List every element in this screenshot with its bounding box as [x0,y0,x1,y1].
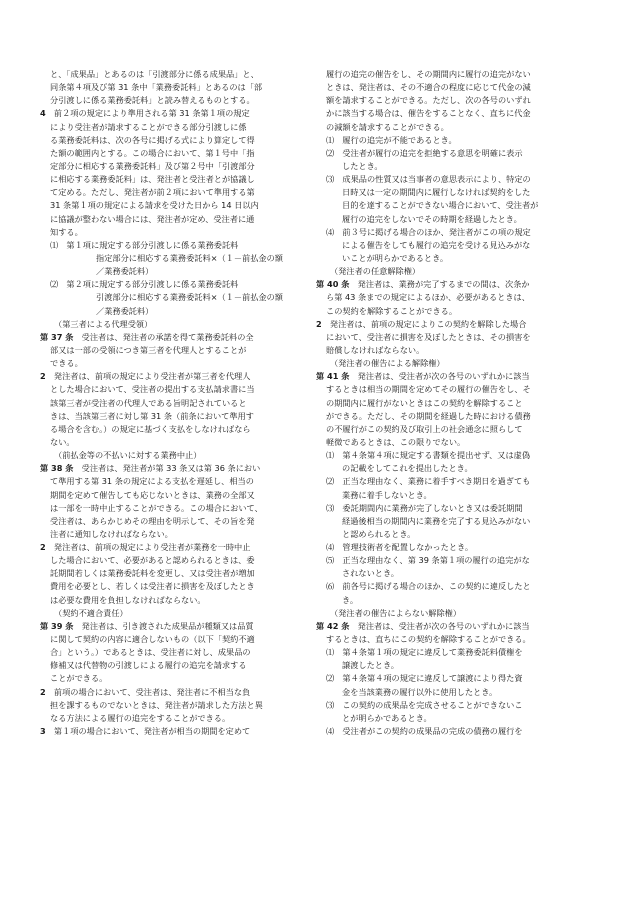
left-column-line: ことができる。 [50,673,108,684]
left-column-line: 合」という。）であるときは、受注者に対し、成果品の [50,647,251,658]
article-number: 2 [40,686,46,697]
right-column-line: ⑶ 委託期間内に業務が完了しないとき又は委託期間 [326,502,523,513]
left-column-line: 引渡部分に相応する業務委託料×（１－前払金の額 [96,292,283,303]
right-column-line: 日時又は一定の期間内に履行しなければ契約をした [342,187,531,198]
right-column-line: ができる。ただし、その期間を経過した時における債務 [326,410,531,421]
right-column-line: 履行の追完の催告をし、その期間内に履行の追完がない [326,69,531,79]
left-column-line: できる。 [50,358,83,369]
left-column-line: て準用する第 31 条の規定による支払を遅延し、相当の [50,476,254,487]
right-column-line: の不履行がこの契約及び取引上の社会通念に照らして [326,423,523,434]
right-column-line: 業務に着手しないとき。 [342,489,432,500]
left-column-line: に相応する業務委託料」は、発注者と受注者とが協議し [50,174,255,185]
right-column-line: ときは、発注者は、その不適合の程度に応じて代金の減 [326,82,531,93]
right-column-line: （発注者の任意解除権） [330,266,421,277]
left-column-line: 期間を定めて催告しても応じないときは、業務の全部又 [50,489,255,500]
left-column-line: 2 発注者は、前項の規定により受注者が第三者を代理人 [40,371,251,382]
left-column-line: 部又は一部の受領につき第三者を代理人とすることが [50,344,247,355]
left-column-line: 第 38 条 受注者は、発注者が第 33 条又は第 36 条におい [40,463,261,474]
left-column-line: （契約不適合責任） [54,607,128,618]
right-column-line: するときは相当の期間を定めてその履行の催告をし、そ [326,384,531,395]
left-column-line: ⑴ 第１項に規定する部分引渡しに係る業務委託料 [50,239,239,250]
left-column-line: 4 前２項の規定により準用される第 31 条第１項の規定 [40,108,250,119]
right-column-line: 賠償しなければならない。 [326,344,425,355]
left-column-line: 第 39 条 発注者は、引き渡された成果品が種類又は品質 [40,620,254,631]
left-column-line: 2 前項の場合において、受注者は、発注者に不相当な負 [40,686,251,697]
right-column-line: 経過後相当の期間内に業務を完了する見込みがない [342,515,531,526]
right-column-line: するときは、直ちにこの契約を解除することができる。 [326,634,531,645]
right-column-line: ⑷ 受注者がこの契約の成果品の完成の債務の履行を [326,726,523,737]
right-column-line: ⑸ 正当な理由なく、第 39 条第１項の履行の追完がな [326,555,530,566]
left-column-line: 31 条第１項の規定による請求を受けた日から 14 日以内 [50,200,259,211]
right-column-line: の減額を請求することができる。 [326,121,449,132]
right-column-line: （発注者の催告によらない解除権） [330,607,462,618]
article-number: 2 [316,318,322,329]
left-column-line: ない。 [50,436,75,447]
right-column-line: いことが明らかであるとき。 [342,252,449,263]
right-column-line: ⑵ 正当な理由なく、業務に着手すべき期日を過ぎても [326,476,531,487]
right-column [316,68,592,738]
left-column-line: 3 第１項の場合において、発注者が相当の期間を定めて [40,726,251,737]
left-column-line: 指定部分に相応する業務委託料×（１－前払金の額 [96,252,283,263]
right-column-line: （発注者の催告による解除権） [330,358,445,369]
right-column-line: 額を請求することができる。ただし、次の各号のいずれ [326,95,531,106]
left-column-line: る場合を含む。）の規定に基づく支払をしなければなら [50,423,251,434]
right-column-line: による催告をしても履行の追完を受ける見込みがな [342,239,531,250]
left-column-line: 受注者は、あらかじめその理由を明示して、その旨を発 [50,515,255,526]
right-column-line: ⑴ 第４条第４項に規定する書類を提出せず、又は虚偽 [326,450,531,461]
left-column-line: 知する。 [50,226,83,237]
left-column-line: 2 発注者は、前項の規定により受注者が業務を一時中止 [40,542,251,553]
article-number: 第 38 条 [40,463,74,474]
left-column-line: 担を課するものでないときは、発注者が請求した方法と異 [50,699,263,710]
left-column-line: 費用を必要とし、若しくは受注者に損害を及ぼしたとき [50,581,255,592]
article-number: 第 40 条 [316,279,350,290]
right-column-line: ⑴ 履行の追完が不能であるとき。 [326,134,457,145]
left-column-line: 該第三者が受注者の代理人である旨明記されていると [50,397,247,408]
right-column-line: ら第 43 条までの規定によるほか、必要があるときは、 [326,292,530,303]
left-column-line: ⑵ 第２項に規定する部分引渡しに係る業務委託料 [50,279,239,290]
left-column-line: 修補又は代替物の引渡しによる履行の追完を請求する [50,660,247,671]
article-number: 第 39 条 [40,620,74,631]
left-column-line: ／業務委託料） [96,305,154,316]
left-column-line: に協議が整わない場合には、発注者が定め、受注者に通 [50,213,255,224]
right-column-line: ⑹ 前各号に掲げる場合のほか、この契約に違反したと [326,581,531,592]
left-column-line: に関して契約の内容に適合しないもの（以下「契約不適 [50,634,255,645]
right-column-line: 第 42 条 発注者は、受注者が次の各号のいずれかに該当 [316,620,530,631]
right-column-line: 第 41 条 発注者は、受注者が次の各号のいずれかに該当 [316,371,530,382]
article-number: 第 41 条 [316,371,350,382]
right-column-line: において、受注者に損害を及ぼしたときは、その損害を [326,331,531,342]
left-column-line: （第三者による代理受領） [54,318,153,329]
left-column-line: により受注者が請求することができる部分引渡しに係 [50,121,247,132]
left-column-line: た額の範囲内とする。この場合において、第１号中「指 [50,147,255,158]
left-column-line: 第 37 条 受注者は、発注者の承諾を得て業務委託料の全 [40,331,254,342]
left-column-line: 定部分に相応する業務委託料」及び第２号中「引渡部分 [50,160,255,171]
right-column-line: ⑴ 第４条第１項の規定に違反して業務委託料債権を [326,647,523,658]
left-column-line: は一部を一時中止することができる。この場合において、 [50,502,263,513]
left-column-line: 分引渡しに係る業務委託料」と読み替えるものとする。 [50,95,255,106]
left-column-line: る業務委託料は、次の各号に掲げる式により算定して得 [50,134,255,145]
article-number: 4 [40,108,46,119]
left-column-line: と、「成果品」とあるのは「引渡部分に係る成果品」と、 [50,69,259,79]
left-column-line: は必要な費用を負担しなければならない。 [50,594,206,605]
right-column-line: されないとき。 [342,568,399,579]
right-column-line: 金を当該業務の履行以外に使用したとき。 [342,686,498,697]
right-column-line: かに該当する場合は、催告をすることなく、直ちに代金 [326,108,531,119]
right-column-line: 譲渡したとき。 [342,660,399,671]
right-column-line: と認められるとき。 [342,528,416,539]
right-column-line: き。 [342,594,359,605]
right-column-line: ⑶ この契約の成果品を完成させることができないこ [326,699,523,710]
right-column-line: の期間内に履行がないときはこの契約を解除すること [326,397,523,408]
right-column-line: 目的を達することができない場合において、受注者が [342,200,539,211]
right-column-line: ⑶ 成果品の性質又は当事者の意思表示により、特定の [326,174,531,185]
left-column-line: した場合において、必要があると認められるときは、委 [50,555,255,566]
right-column-line: 履行の追完をしないでその時期を経過したとき。 [342,213,522,224]
left-column-line: きは、当該第三者に対し第 31 条（前条において準用す [50,410,254,421]
article-number: 第 42 条 [316,620,350,631]
left-column-line: 注者に通知しなければならない。 [50,528,173,539]
right-column-line: ⑷ 管理技術者を配置しなかったとき。 [326,542,474,553]
right-column-line: とが明らかであるとき。 [342,712,432,723]
article-number: 第 37 条 [40,331,74,342]
left-column-line: ／業務委託料） [96,266,154,277]
right-column-line: 2 発注者は、前項の規定によりこの契約を解除した場合 [316,318,527,329]
article-number: 2 [40,371,46,382]
left-column-line: 同条第４項及び第 31 条中「業務委託料」とあるのは「部 [50,82,263,93]
left-column-line: なる方法による履行の追完をすることができる。 [50,712,231,723]
right-column-line: ⑷ 前３号に掲げる場合のほか、発注者がこの項の規定 [326,226,531,237]
article-number: 3 [40,726,46,737]
left-column-line: （前払金等の不払いに対する業務中止） [54,450,202,461]
right-column-line: ⑵ 受注者が履行の追完を拒絶する意思を明確に表示 [326,147,523,158]
article-number: 2 [40,542,46,553]
right-column-line: 第 40 条 発注者は、業務が完了するまでの間は、次条か [316,279,530,290]
right-column-line: ⑵ 第４条第４項の規定に違反して譲渡により得た資 [326,673,523,684]
left-column-line: て定める。ただし、発注者が前２項において準用する第 [50,187,255,198]
right-column-line: したとき。 [342,160,383,171]
right-column-line: この契約を解除することができる。 [326,305,458,316]
left-column-line: 託期間若しくは業務委託料を変更し、又は受注者が増加 [50,568,255,579]
right-column-line: 軽微であるときは、この限りでない。 [326,436,466,447]
right-column-line: の記載をしてこれを提出したとき。 [342,463,473,474]
left-column-line: とした場合において、受注者の提出する支払請求書に当 [50,384,255,395]
left-column [40,68,316,738]
